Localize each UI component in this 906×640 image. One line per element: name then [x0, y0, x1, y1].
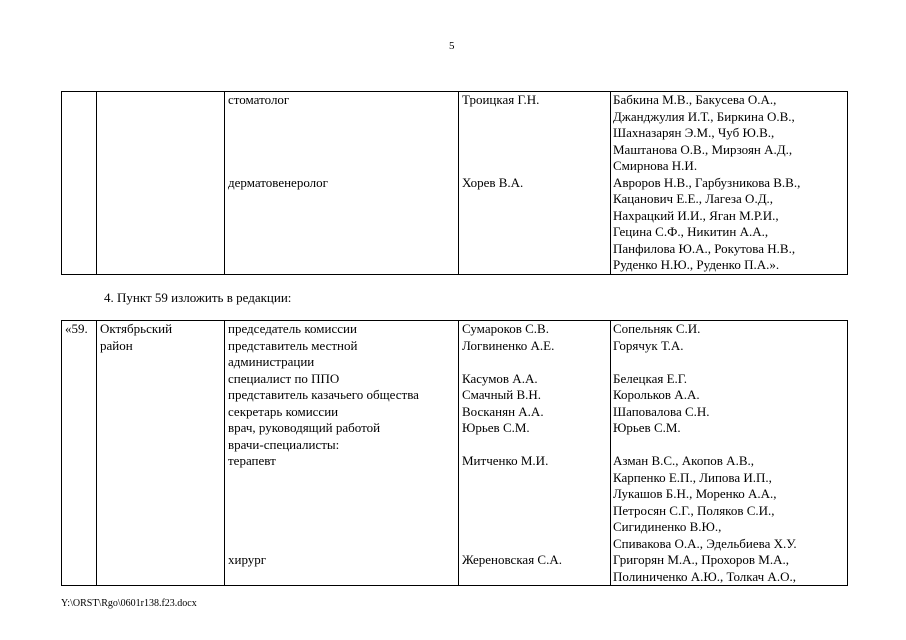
- role-label: администрации: [228, 354, 315, 369]
- district-cell: [97, 321, 225, 586]
- member-line: Джанджулия И.Т., Биркина О.В.,: [613, 108, 795, 124]
- specialty-cell: [225, 92, 459, 275]
- member-line: Нахрацкий И.И., Яган М.Р.И.,: [613, 207, 779, 223]
- member-line: Панфилова Ю.А., Рокутова Н.В.,: [613, 240, 796, 256]
- member-line: Руденко Н.Ю., Руденко П.А.».: [613, 257, 780, 272]
- substitute-name: Спивакова О.А., Эдельбиева Х.У.: [613, 535, 797, 551]
- role-label: терапевт: [228, 453, 276, 468]
- role-label: врач, руководящий работой: [228, 420, 381, 435]
- role-label: представитель казачьего общества: [228, 387, 419, 402]
- specialty-label: стоматолог: [228, 92, 290, 107]
- member-name: Юрьев С.М.: [462, 420, 530, 435]
- role-label: специалист по ППО: [228, 370, 340, 386]
- member-line: Шахназарян Э.М., Чуб Ю.В.,: [613, 125, 775, 140]
- substitute-name: Шаповалова С.Н.: [613, 403, 710, 419]
- member-line: Смирнова Н.И.: [613, 158, 698, 173]
- name-cell: [459, 321, 611, 586]
- specialty-label: дерматовенеролог: [228, 174, 328, 190]
- member-line: Авроров Н.В., Гарбузникова В.В.,: [613, 174, 801, 190]
- district-line: район: [100, 337, 133, 353]
- member-line: Маштанова О.В., Мирзоян А.Д.,: [613, 141, 793, 157]
- chair-cell: [459, 92, 611, 275]
- substitute-name: Сигидиненко В.Ю.,: [613, 519, 722, 534]
- chair-name: Троицкая Г.Н.: [462, 92, 540, 107]
- chair-name: Хорев В.А.: [462, 174, 524, 190]
- role-cell: [225, 321, 459, 586]
- members-cell: [611, 92, 848, 275]
- table-row: [62, 321, 848, 586]
- substitute-name: Горячук Т.А.: [613, 337, 684, 353]
- paragraph-text: 4. Пункт 59 изложить в редакции:: [104, 290, 292, 305]
- substitute-name: Юрьев С.М.: [613, 420, 681, 435]
- page-number: 5: [449, 40, 455, 52]
- district-line: Октябрьский: [100, 321, 173, 336]
- file-path-footer: Y:\ORST\Rgo\0601r138.f23.docx: [61, 598, 197, 609]
- member-name: Смачный В.Н.: [462, 387, 542, 402]
- substitute-name: Петросян С.Г., Поляков С.И.,: [613, 502, 775, 518]
- role-label: врачи-специалисты:: [228, 436, 340, 452]
- substitute-name: Полиниченко А.Ю., Толкач А.О.,: [613, 568, 796, 584]
- substitute-name: Сопельняк С.И.: [613, 321, 701, 336]
- commission-table-59: [61, 320, 848, 586]
- substitute-name: Корольков А.А.: [613, 387, 700, 402]
- substitute-name: Карпенко Е.П., Липова И.П.,: [613, 469, 772, 485]
- member-name: Восканян А.А.: [462, 403, 544, 419]
- district-cell: [97, 92, 225, 275]
- member-line: Бабкина М.В., Бакусева О.А.,: [613, 92, 777, 107]
- member-name: Касумов А.А.: [462, 370, 538, 386]
- role-label: секретарь комиссии: [228, 403, 339, 419]
- member-name: Сумароков С.В.: [462, 321, 549, 336]
- number-cell: [62, 321, 97, 586]
- number-cell: [62, 92, 97, 275]
- substitute-name: Белецкая Е.Г.: [613, 370, 688, 386]
- member-name: Митченко М.И.: [462, 453, 549, 468]
- commission-table-continued: [61, 91, 848, 275]
- substitute-cell: [611, 321, 848, 586]
- substitute-name: Григорян М.А., Прохоров М.А.,: [613, 552, 789, 567]
- member-name: Жереновская С.А.: [462, 552, 562, 567]
- item-number: «59.: [65, 321, 88, 336]
- member-line: Гецина С.Ф., Никитин А.А.,: [613, 224, 769, 239]
- table-row: [62, 92, 848, 275]
- role-label: председатель комиссии: [228, 321, 357, 336]
- role-label: хирург: [228, 552, 267, 567]
- substitute-name: Лукашов Б.Н., Моренко А.А.,: [613, 486, 777, 501]
- member-name: Логвиненко А.Е.: [462, 337, 555, 353]
- substitute-name: Азман В.С., Акопов А.В.,: [613, 453, 754, 468]
- member-line: Кацанович Е.Е., Лагеза О.Д.,: [613, 191, 774, 206]
- role-label: представитель местной: [228, 337, 358, 353]
